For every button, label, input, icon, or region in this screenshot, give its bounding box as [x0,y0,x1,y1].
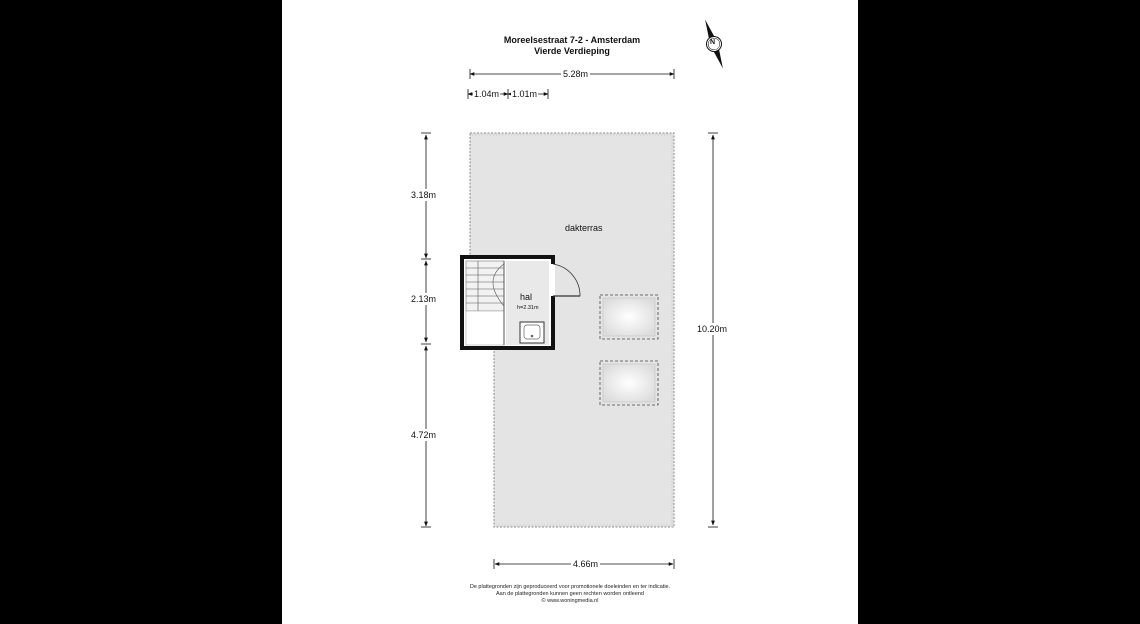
floorplan-drawing [282,0,858,624]
dim-left-3: 4.72m [411,430,437,440]
copyright-line: © www.woningmedia.nl [541,598,599,604]
room-label-hall: hal [520,292,533,302]
dim-top-seg-2: 1.01m [512,89,538,99]
dim-left-1: 3.18m [411,190,437,200]
disclaimer-line-1: De plattegronden zijn geproduceerd voor promotionele doeleinden en ter indicatie. [469,584,671,590]
floor-title: Vierde Verdieping [534,46,610,56]
dim-bottom: 4.66m [573,559,599,569]
dim-right-total: 10.20m [697,324,728,334]
skylight-1 [600,295,658,339]
dim-top-seg-1: 1.04m [474,89,500,99]
dim-left-2: 2.13m [411,294,437,304]
room-label-terrace: dakterras [565,223,603,233]
floorplan-sheet [282,0,858,624]
room-height-hall: h=2.31m [517,305,539,311]
compass-letter: N [710,39,716,46]
skylight-2 [600,361,658,405]
dim-top-total: 5.28m [563,69,589,79]
address-title: Moreelsestraat 7-2 - Amsterdam [503,35,641,45]
disclaimer-line-2: Aan de plattegronden kunnen geen rechten worden ontleend [495,591,644,597]
